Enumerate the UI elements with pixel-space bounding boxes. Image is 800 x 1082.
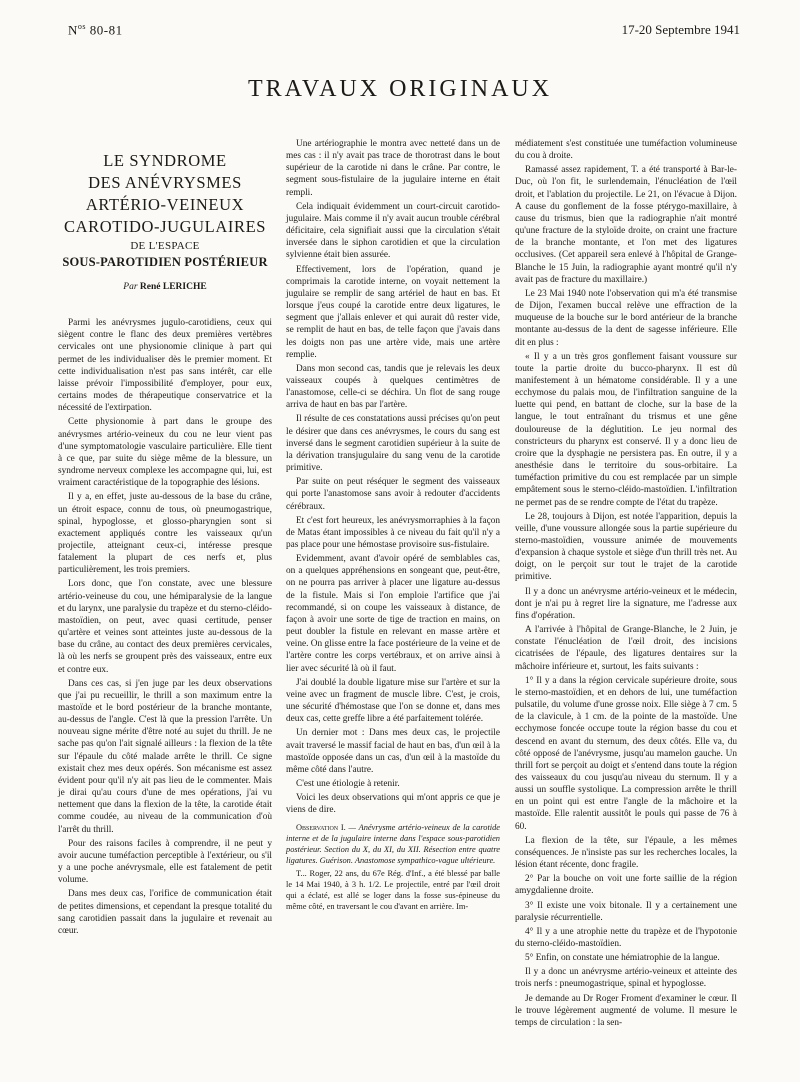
paragraph: Il y a donc un anévrysme artério-veineux et le médecin, dont je n'ai pu à regret lire la signature, me l'adresse aux fins d'opération.: [515, 586, 737, 621]
title-line: LE SYNDROME: [103, 151, 227, 170]
observation-label: Observation I.: [296, 823, 346, 833]
article-title: [58, 150, 272, 271]
paragraph: 2° Par la bouche on voit une forte saillie de la région amygdalienne droite.: [515, 874, 737, 897]
paragraph: Il y a, en effet, juste au-dessous de la base du crâne, un étroit espace, connu de tous, où pneumogastrique, spinal, hypoglosse, et glosso-pharyngien sont si exactement appliqués contre les vaisseaux qu'un projectile, atteignant ceux-ci, intéresse presque fatalement la plupart de ces nerfs et, plus particulièrement, les trois premiers.: [58, 492, 272, 576]
paragraph: 1° Il y a dans la région cervicale supérieure droite, sous le sterno-mastoïdien, et en dehors de lui, une tuméfaction pulsatile, du volume d'une grosse noix. Elle siège à 7 cm. 5 de la clavicule, à 1 cm. de la pointe de la mastoïde. Une ecchymose foncée occupe toute la région basse du cou et descend en avant du sternum, des deux côtés. Elle va, du côté opposé de l'anévrysme, jusqu'au mamelon gauche. Un thrill fort se perçoit au doigt et s'entend dans toute la région des vaisseaux du cou jusqu'au niveau du sternum. Il y a aussi un souffle systolique. La compression arrête le thrill en un point qui est entre l'angle de la mâchoire et la mastoïde. Elle ralentit aussitôt le pouls qui passe de 76 à 60.: [515, 675, 737, 832]
paragraph: 3° Il existe une voix bitonale. Il y a certainement une paralysie récurrentielle.: [515, 900, 737, 923]
paragraph: Lors donc, que l'on constate, avec une blessure artério-veineuse du cou, une hémiparalysie de la langue et du larynx, une paralysie du trapèze et du sterno-cléido-mastoïdien, on peut, avec quasi certitude, penser qu'artère et veines sont atteintes juste au-dessous de la base du crâne, au contact des deux premières cervicales, là où les nerfs se groupent près des vaisseaux, entre eux et contre eux.: [58, 579, 272, 675]
paragraph: C'est une étiologie à retenir.: [296, 778, 400, 789]
paragraph: Dans mes deux cas, l'orifice de communication était de petites dimensions, et cependant la presque totalité du sang carotidien passait dans la jugulaire et revenait au cœur.: [58, 889, 272, 936]
paragraph: Dans mon second cas, tandis que je relevais les deux vaisseaux coupés à quelques centimètres de l'anastomose, celle-ci se déchira. Un flot de sang rouge arriva de haut en bas par l'artère.: [286, 363, 500, 411]
paragraph: Par suite on peut réséquer le segment des vaisseaux qui porte l'anastomose sans avoir à redouter d'accidents cérébraux.: [286, 477, 500, 512]
paragraph: Cela indiquait évidemment un court-circuit carotido-jugulaire. Mais comme il n'y avait aucun trouble cérébral déficitaire, cela signifiait aussi que la circulation s'était inversée dans le siphon carotidien et que la circulation sylvienne était bien assurée.: [286, 201, 500, 261]
observation-title: — Anévrysme artério-veineux de la carotide interne et de la jugulaire interne dans l'espace sous-parotidien postérieur. Section du X, du XI, du XII. Résection entre quatre ligatures. Guérison. Anastomose sympathico-vague ultérieure.: [286, 823, 501, 866]
observation-text: T... Roger, 22 ans, du 67e Rég. d'Inf., a été blessé par balle le 14 Mai 1940, à 3 h. 1/2. Le projectile, entré par l'œil droit qui a éclaté, est allé se loger dans la fosse sus-épineuse du même côté, en traversant le cou d'avant en arrière. Im-: [286, 869, 500, 912]
paragraph: Dans ces cas, si j'en juge par les deux observations que j'ai pu recueillir, le thrill a son maximum entre la mastoïde et le bord postérieur de la branche montante, au-dessus de l'angle. C'est là que la pression l'arrête. Un nouveau signe mérite d'être noté au sujet du thrill. Je ne sache pas qu'on l'ait signalé ailleurs : la flexion de la tête sur l'épaule du côté malade arrête le thrill. Ce signe existait chez mes deux opérés. Son mécanisme est assez évident pour qu'il n'y ait pas lieu de le commenter. Mais je dirai qu'au cours d'une de mes opérations, j'ai vu nettement que dans la flexion de la tête, la carotide était comme coudée, au niveau de la communication d'où l'arrêt du thrill.: [58, 678, 272, 835]
author: Par René LERICHE: [123, 282, 207, 292]
issue-date: 17-20 Septembre 1941: [621, 22, 740, 37]
paragraph: Pour des raisons faciles à comprendre, il ne peut y avoir aucune tuméfaction perceptible à l'extérieur, ou s'il y a une poche anévrysmale, elle est fatalement de petit volume.: [58, 838, 272, 886]
paragraph: Un dernier mot : Dans mes deux cas, le projectile avait traversé le massif facial de haut en bas, d'un œil à la mastoïde opposée dans un cas, d'un œil à la mastoïde du même côté dans l'autre.: [286, 728, 500, 775]
column-2: [286, 138, 500, 914]
title-line: DE L'ESPACE: [130, 240, 200, 252]
title-line: ARTÉRIO-VEINEUX: [85, 195, 245, 214]
column-1: [58, 138, 272, 939]
paragraph: Ramassé assez rapidement, T. a été transporté à Bar-le-Duc, où l'on fit, le surlendemain, l'énucléation de l'œil droit, et l'ablation du projectile. Le 21, on l'évacue à Dijon. A cause du gonflement de la fosse ptérygo-maxillaire, à cause du trismus, bien que la radiographie n'ait montré qu'une fracture de la styloïde droite, on craint une fracture de la branche montante, et l'on met des ligatures occlusives. (Cet appareil sera enlevé à l'hôpital de Grange-Blanche le 15 Juin, la radiographie ayant montré qu'il n'y avait pas de fracture du maxillaire.): [515, 165, 737, 285]
column-3: [515, 138, 737, 1031]
paragraph: médiatement s'est constituée une tuméfaction volumineuse du cou à droite.: [515, 139, 737, 162]
title-line: SOUS-PAROTIDIEN POSTÉRIEUR: [62, 255, 268, 269]
paragraph: Le 23 Mai 1940 note l'observation qui m'a été transmise de Dijon, l'examen buccal relève une effraction de la muqueuse de la bouche sur le bord antérieur de la branche montante au-dessus de la dent de sagesse inférieure. Elle dit en plus :: [515, 288, 737, 348]
paragraph: J'ai doublé la double ligature mise sur l'artère et sur la veine avec un fragment de muscle libre. C'est, je crois, une sécurité d'hémostase que l'on se donne et, dans mes deux cas, cette greffe libre a été parfaitement tolérée.: [286, 677, 500, 725]
paragraph: A l'arrivée à l'hôpital de Grange-Blanche, le 2 Juin, je constate l'énucléation de l'œil droit, des incisions cicatrisées de l'épaule, des ligatures dentaires sur la mâchoire inférieure et, surtout, les faits suivants :: [515, 625, 737, 672]
paragraph: Et c'est fort heureux, les anévrysmorraphies à la façon de Matas étant impossibles à ce niveau du fait qu'il n'y a pas place pour une hémostase provisoire sus-fistulaire.: [286, 515, 500, 550]
paragraph: Je demande au Dr Roger Froment d'examiner le cœur. Il le trouve légèrement augmenté de volume. Il mesure le temps de circulation : la sen-: [515, 993, 737, 1028]
paragraph: 4° Il y a une atrophie nette du trapèze et de l'hypotonie du sterno-cléido-mastoïdien.: [515, 926, 737, 949]
paragraph: Evidemment, avant d'avoir opéré de semblables cas, on a quelques appréhensions en songeant que, peut-être, on ne pourra pas arriver à placer une ligature au-dessus de la fistule. Mais si l'on emploie l'artifice que j'ai recommandé, si on coupe les vaisseaux à distance, de façon à avoir une sorte de tige de traction en mains, on peut doubler la fistule en relevant en masse artère et veine. On glisse entre la face postérieure de la veine et de l'artère contre les corps vertébraux, et on arrive ainsi à lier avec sécurité là où il faut.: [286, 554, 500, 674]
paragraph: La flexion de la tête, sur l'épaule, a les mêmes conséquences. Je n'insiste pas sur les recherches locales, la lésion étant récente, donc fragile.: [515, 835, 737, 871]
paragraph: Le 28, toujours à Dijon, est notée l'apparition, depuis la veille, d'une voussure allongée sous la partie supérieure du sterno-mastoïdien, voussure animée de mouvements d'expansion à chaque systole et siège d'un thrill très net. Au doigt, on le perçoit sur tout le trajet de la carotide primitive.: [515, 511, 737, 583]
paragraph: 5° Enfin, on constate une hémiatrophie de la langue.: [525, 953, 720, 964]
paragraph: Cette physionomie à part dans le groupe des anévrysmes artério-veineux du cou ne leur vient pas d'une symptomatologie vasculaire particulière. Elle tient à ce que, par suite du siège même de la blessure, un syndrome nerveux complexe les accompagne qui, lui, est vraiment caractéristique de la topographie des lésions.: [58, 417, 272, 489]
paragraph: « Il y a un très gros gonflement faisant voussure sur toute la partie droite du bucco-pharynx. Il est dû manifestement à un hématome considérable. Il y a une ecchymose du palais mou, de l'infiltration sanguine de la luette qui pend, en battant de cloche, sur la base de la langue, le tout entraînant du trismus et une gêne douloureuse de la déglutition. Le jeu normal des constricteurs du pharynx est conservé. Il y a donc lieu de croire que la dysphagie ne persistera pas. En outre, il y a anesthésie dans le territoire du sous-orbitaire. La tuméfaction primitive du cou est remplacée par un simple empâtement sous le sterno-cléido-mastoïdien. L'infiltration ne permet pas de se rendre compte de l'état du trapèze.: [515, 351, 737, 508]
paragraph: Effectivement, lors de l'opération, quand je comprimais la carotide interne, on voyait nettement la jugulaire se remplir de sang artériel de haut en bas. Et lorsque j'eus coupé la carotide entre deux ligatures, le segment que j'allais enlever et qui aurait dû rester vide, se remplit de haut en bas, de telle façon que j'avais dans les doigts non pas une artère vide, mais une artère remplie.: [286, 264, 500, 360]
paragraph: Parmi les anévrysmes jugulo-carotidiens, ceux qui siègent contre le flanc des deux premières vertèbres cervicales ont une physionomie clinique à part qui permet de les individualiser dès le premier moment. Et cette individualisation n'est pas sans intérêt, car elle laisse prévoir l'impossibilité d'employer, pour eux, certains modes de thérapeutique conservatrice et la nécessité de l'extirpation.: [58, 318, 272, 414]
title-line: CAROTIDO-JUGULAIRES: [63, 217, 267, 236]
section-title: TRAVAUX ORIGINAUX: [247, 76, 553, 102]
observation-heading: [286, 822, 500, 866]
paragraph: Il y a donc un anévrysme artério-veineux et atteinte des trois nerfs : pneumogastrique, spinal et hypoglosse.: [515, 967, 737, 990]
issue-number: $N^{os}$ 80-81: [68, 22, 123, 38]
paragraph: Il résulte de ces constatations aussi précises qu'on peut le désirer que dans ces anévrysmes, le cours du sang est inversé dans le segment carotidien supérieur à la suite de la dérivation transjugulaire du sang venu de la carotide primitive.: [286, 414, 500, 474]
paragraph: Une artériographie le montra avec netteté dans un de mes cas : il n'y avait pas trace de thorotrast dans le bout supérieur de la carotide ni dans le crâne. Par contre, le segment sous-fistulaire de la jugulaire interne en était rempli.: [286, 139, 500, 198]
title-line: DES ANÉVRYSMES: [88, 173, 242, 192]
paragraph: Voici les deux observations qui m'ont appris ce que je viens de dire.: [286, 793, 500, 816]
